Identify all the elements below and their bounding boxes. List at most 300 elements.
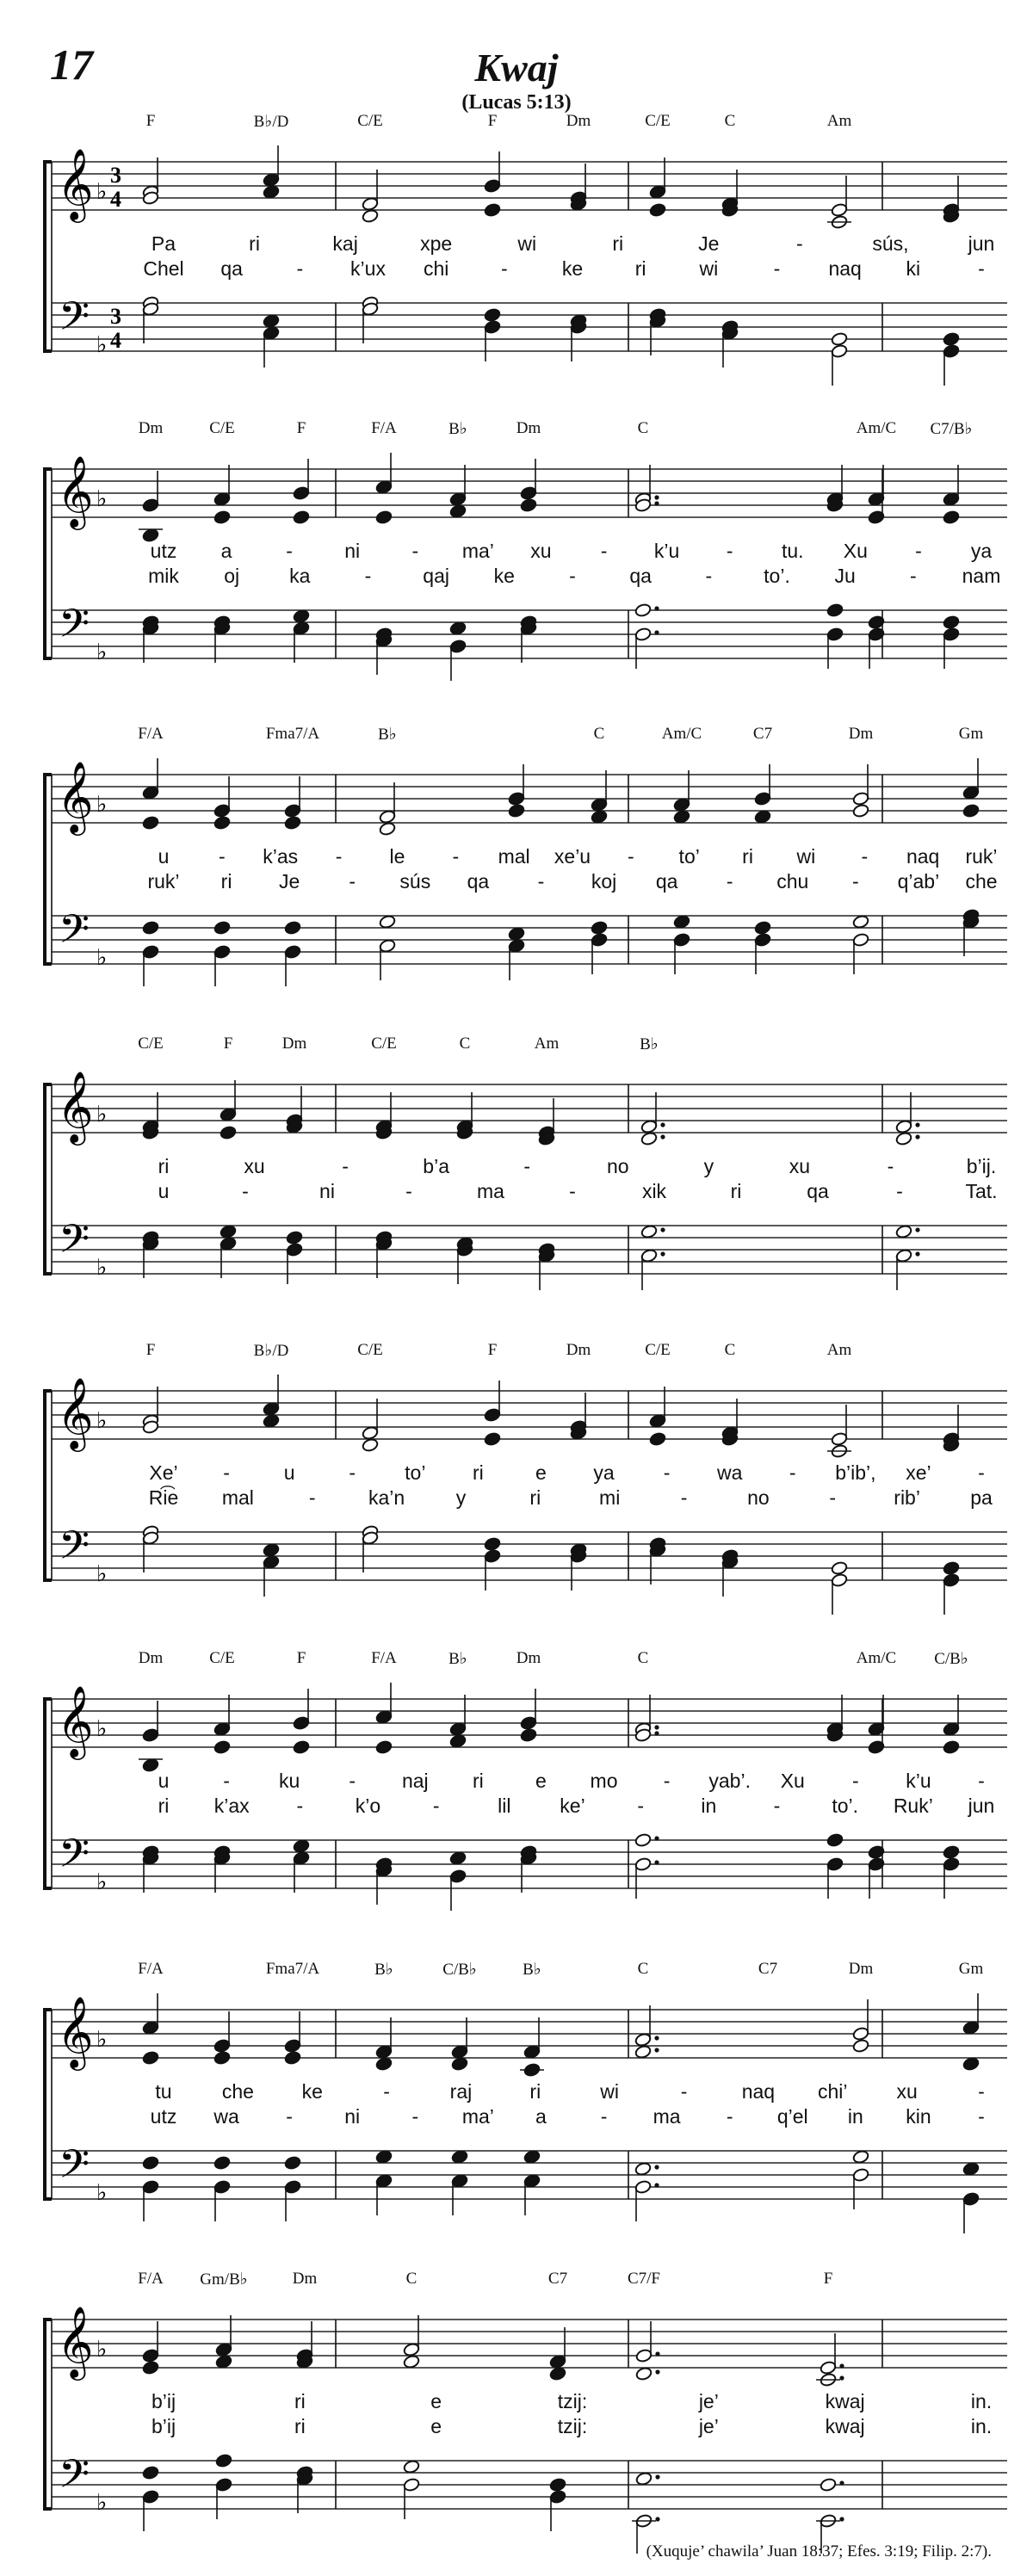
chord-symbol: Am/C	[856, 1649, 897, 1667]
note-head	[213, 510, 231, 524]
note-dot	[915, 1227, 919, 1232]
treble-clef-icon: 𝄞	[57, 454, 94, 527]
note-head	[640, 1119, 658, 1134]
lyric-verse-1: Xu	[843, 540, 868, 562]
chord-symbol: C	[724, 1341, 736, 1359]
note-head	[852, 2026, 869, 2041]
lyric-verse-2: Ri͡e	[148, 1486, 179, 1509]
note-head	[820, 2477, 837, 2492]
lyric-verse-2: -	[405, 1180, 412, 1202]
note-head	[375, 1709, 393, 1724]
chord-symbol: C	[637, 1960, 649, 1978]
lyric-verse-2: -	[296, 1795, 304, 1817]
note-head	[943, 1560, 960, 1575]
note-head	[213, 920, 231, 935]
lyric-verse-1: -	[663, 1770, 671, 1792]
lyric-verse-1: -	[726, 540, 733, 562]
lyric-verse-1: kaj	[332, 232, 358, 255]
lyric-verse-1: -	[915, 540, 922, 562]
lyric-verse-2: chu	[776, 870, 809, 893]
lyric-verse-2: koj	[591, 870, 617, 893]
lyric-verse-2: -	[411, 2105, 419, 2128]
note-head	[943, 510, 960, 524]
lyric-verse-1: e	[535, 1770, 547, 1792]
note-head	[943, 331, 960, 346]
system-7	[43, 1960, 1007, 2244]
note-head	[293, 1739, 310, 1754]
lyric-verse-1: xu	[244, 1155, 265, 1177]
chord-symbol: C	[637, 1649, 649, 1667]
note-head	[523, 2173, 541, 2188]
system-3	[43, 725, 1007, 1009]
lyric-verse-2: -	[705, 565, 713, 587]
lyric-verse-1: b’ij.	[966, 1155, 997, 1177]
note-head	[634, 2044, 652, 2059]
chord-symbol: C/E	[357, 112, 383, 130]
note-head	[634, 2032, 652, 2047]
chord-symbol: B♭	[378, 726, 397, 744]
lyric-verse-1: naj	[401, 1770, 429, 1792]
lyric-verse-2: -	[773, 257, 781, 280]
note-head	[263, 1401, 280, 1416]
lyric-verse-2: -	[829, 1486, 837, 1509]
note-head	[673, 797, 690, 812]
chord-symbol: Gm	[958, 725, 984, 743]
note-head	[484, 319, 501, 334]
key-flat-icon: ♭	[96, 2337, 108, 2363]
chord-symbol: F	[223, 1035, 233, 1053]
note-head	[634, 2161, 652, 2176]
lyric-verse-2: mal	[221, 1486, 254, 1509]
note-dot	[660, 1227, 665, 1232]
chord-symbol: Dm	[566, 1341, 591, 1359]
note-head	[635, 2348, 653, 2363]
lyric-verse-2: ri	[730, 1180, 742, 1202]
note-head	[213, 2179, 231, 2194]
key-flat-icon: ♭	[96, 2180, 108, 2206]
chord-symbol: F	[145, 1341, 156, 1359]
note-head	[362, 1425, 379, 1440]
lyric-verse-2: jun	[968, 1795, 995, 1817]
chord-symbol: Dm	[516, 1649, 541, 1667]
system-bracket	[45, 1699, 52, 1888]
chord-symbol: F	[487, 112, 498, 130]
note-head	[403, 2477, 420, 2492]
chord-symbol: C7	[752, 725, 773, 743]
lyric-verse-1: -	[978, 1770, 985, 1792]
note-head	[375, 1739, 393, 1754]
lyric-verse-2: -	[432, 1795, 440, 1817]
lyric-verse-2: qa	[220, 257, 243, 280]
lyric-verse-1: xu	[789, 1155, 811, 1177]
note-head	[508, 926, 525, 941]
key-flat-icon: ♭	[96, 2027, 108, 2053]
note-dot	[839, 2480, 844, 2485]
note-head	[826, 627, 844, 641]
note-head	[820, 2360, 837, 2375]
note-head	[284, 2050, 301, 2065]
lyric-verse-1: e	[430, 2390, 442, 2412]
lyric-verse-1: b’ij	[151, 2390, 176, 2412]
chord-symbol: B♭	[448, 1650, 467, 1668]
key-flat-icon: ♭	[96, 1716, 108, 1742]
note-head	[943, 1572, 960, 1587]
note-dot	[654, 495, 659, 499]
note-head	[520, 1727, 537, 1742]
lyric-verse-2: y	[455, 1486, 467, 1509]
bass-clef-icon: 𝄢	[59, 293, 90, 349]
treble-clef-icon: 𝄞	[57, 2305, 94, 2377]
lyric-verse-1: -	[335, 845, 343, 868]
lyric-verse-1: -	[680, 2080, 688, 2103]
lyric-verse-1: le	[389, 845, 405, 868]
lyric-verse-2: wi	[699, 257, 719, 280]
note-head	[263, 1554, 280, 1569]
lyric-verse-1: yab’.	[708, 1770, 751, 1792]
note-head	[640, 1224, 658, 1239]
note-head	[449, 639, 467, 653]
note-head	[142, 497, 159, 512]
lyric-verse-1: to’	[405, 1461, 426, 1484]
note-head	[831, 343, 848, 358]
chord-symbol: Am/C	[661, 725, 702, 743]
note-head	[362, 208, 379, 223]
note-head	[508, 791, 525, 806]
lyric-verse-1: Xu	[780, 1770, 805, 1792]
time-signature-top: 3	[110, 304, 121, 329]
note-head	[943, 1721, 960, 1736]
note-head	[286, 1242, 303, 1257]
lyric-verse-2: je’	[698, 2415, 719, 2437]
note-head	[826, 1856, 844, 1871]
note-head	[284, 2179, 301, 2194]
lyric-verse-2: Chel	[143, 257, 184, 280]
note-head	[213, 491, 231, 506]
note-head	[634, 602, 652, 617]
note-head	[142, 2050, 159, 2065]
note-head	[754, 920, 771, 935]
note-dot	[915, 1122, 919, 1127]
note-head	[523, 2149, 541, 2164]
treble-clef-icon: 𝄞	[57, 760, 94, 832]
note-head	[220, 1107, 237, 1121]
lyric-verse-2: ri	[220, 870, 232, 893]
chord-symbol: Dm	[566, 112, 591, 130]
lyric-verse-2: sús	[399, 870, 431, 893]
lyric-verse-2: qa	[629, 565, 652, 587]
lyric-verse-1: -	[861, 845, 869, 868]
note-head	[754, 791, 771, 806]
lyric-verse-1: mo	[590, 1770, 618, 1792]
system-bracket	[45, 1084, 52, 1274]
lyric-verse-1: utz	[150, 540, 177, 562]
note-head	[591, 797, 608, 812]
note-head	[142, 815, 159, 830]
lyric-verse-2: kin	[906, 2105, 931, 2128]
chord-symbol: C/E	[357, 1341, 383, 1359]
note-head	[484, 307, 501, 322]
note-head	[215, 2477, 232, 2492]
note-head	[213, 803, 231, 818]
note-head	[831, 1431, 848, 1446]
lyric-verse-2: qa	[655, 870, 678, 893]
note-head	[962, 2056, 980, 2071]
hymn-number: 17	[50, 40, 93, 89]
lyric-verse-2: oj	[224, 565, 240, 587]
note-head	[451, 2044, 468, 2059]
note-head	[943, 627, 960, 641]
chord-symbol: F/A	[138, 725, 164, 743]
lyric-verse-1: -	[796, 232, 803, 255]
lyric-verse-1: -	[628, 845, 634, 868]
lyric-verse-1: y	[703, 1155, 714, 1177]
note-head	[649, 202, 666, 217]
note-dot	[660, 1251, 665, 1256]
lyric-verse-1: e	[535, 1461, 547, 1484]
lyric-verse-2: lil	[498, 1795, 511, 1817]
chord-symbol: Fma7/A	[265, 725, 320, 743]
chord-symbol: C/E	[645, 112, 671, 130]
note-head	[142, 2155, 159, 2170]
note-head	[286, 1230, 303, 1245]
note-head	[284, 803, 301, 818]
lyric-verse-2: -	[600, 2105, 608, 2128]
note-head	[375, 2149, 393, 2164]
lyric-verse-1: wi	[796, 845, 816, 868]
lyric-verse-1: jun	[968, 232, 995, 255]
note-head	[263, 325, 280, 340]
lyric-verse-2: Ruk’	[893, 1795, 933, 1817]
system-bracket	[45, 162, 52, 351]
chord-symbol: C	[724, 112, 736, 130]
note-head	[591, 809, 608, 824]
system-4	[43, 1035, 1007, 1319]
chord-symbol: F	[823, 2270, 833, 2288]
lyric-verse-2: ma	[477, 1180, 504, 1202]
note-head	[379, 821, 396, 836]
note-head	[451, 2149, 468, 2164]
treble-clef-icon: 𝄞	[57, 1684, 94, 1757]
lyric-verse-2: -	[364, 565, 372, 587]
note-head	[220, 1236, 237, 1251]
note-head	[549, 2354, 566, 2369]
lyric-verse-1: k’u	[906, 1770, 931, 1792]
note-dot	[655, 2517, 659, 2521]
chord-symbol: F	[145, 112, 156, 130]
note-head	[213, 2050, 231, 2065]
system-5	[43, 1341, 1007, 1625]
system-bracket	[45, 2320, 52, 2509]
note-head	[213, 2038, 231, 2053]
time-signature-bottom: 4	[110, 328, 121, 353]
chord-symbol: Dm	[138, 419, 164, 437]
key-flat-icon: ♭	[96, 1408, 108, 1434]
system-bracket	[45, 1391, 52, 1580]
chord-symbol: B♭/D	[253, 1342, 289, 1360]
note-head	[549, 2489, 566, 2504]
note-dot	[654, 630, 659, 634]
lyric-verse-2: ni	[344, 2105, 361, 2128]
note-head	[284, 2155, 301, 2170]
note-head	[215, 2453, 232, 2468]
system-8	[43, 2270, 1007, 2554]
bass-clef-icon: 𝄢	[59, 2451, 90, 2507]
lyric-verse-1: xpe	[420, 232, 453, 255]
note-head	[943, 343, 960, 358]
note-head	[640, 1131, 658, 1146]
note-head	[449, 1869, 467, 1883]
note-head	[403, 2342, 420, 2357]
chord-symbol: B♭	[640, 1035, 659, 1053]
note-head	[213, 2155, 231, 2170]
chord-symbol: F/A	[371, 419, 397, 437]
note-head	[831, 1572, 848, 1587]
lyric-verse-2: -	[978, 257, 985, 280]
note-head	[649, 1431, 666, 1446]
lyric-verse-2: k’ax	[213, 1795, 250, 1817]
note-dot	[839, 2375, 844, 2380]
lyric-verse-2: ki	[906, 257, 921, 280]
chord-symbol: F/A	[371, 1649, 397, 1667]
chord-symbol: B♭	[523, 1961, 541, 1979]
note-head	[508, 938, 525, 953]
system-6	[43, 1649, 1007, 1933]
lyric-verse-2: tzij:	[557, 2415, 588, 2437]
lyric-verse-2: mi	[599, 1486, 621, 1509]
note-head	[142, 785, 159, 800]
note-dot	[654, 606, 659, 610]
lyric-verse-1: ni	[344, 540, 361, 562]
lyric-verse-2: q’ab’	[897, 870, 940, 893]
system-2	[43, 419, 1007, 703]
lyric-verse-2: to’.	[832, 1795, 858, 1817]
note-head	[142, 920, 159, 935]
lyric-verse-2: -	[500, 257, 508, 280]
note-head	[943, 615, 960, 629]
lyric-verse-1: -	[789, 1461, 796, 1484]
chord-symbol: Dm	[848, 1960, 874, 1978]
note-head	[640, 1248, 658, 1263]
lyric-verse-1: -	[349, 1770, 356, 1792]
note-head	[263, 1413, 280, 1428]
lyric-verse-2: a	[535, 2105, 547, 2128]
note-head	[673, 809, 690, 824]
chord-symbol: C7/B♭	[930, 420, 973, 438]
lyric-verse-1: -	[342, 1155, 349, 1177]
note-head	[943, 1844, 960, 1859]
chord-symbol: Am	[826, 112, 852, 130]
chord-symbol: C	[459, 1035, 471, 1053]
note-head	[943, 491, 960, 506]
lyric-verse-2: ma’	[461, 2105, 494, 2128]
key-flat-icon: ♭	[96, 639, 108, 665]
lyric-verse-2: ri	[294, 2415, 306, 2437]
lyric-verse-1: ma’	[461, 540, 494, 562]
note-head	[213, 1721, 231, 1736]
lyric-verse-2: -	[308, 1486, 316, 1509]
note-head	[484, 202, 501, 217]
lyric-verse-1: ke	[301, 2080, 323, 2103]
chord-symbol: C/B♭	[934, 1650, 968, 1668]
note-dot	[654, 2165, 659, 2169]
lyric-verse-1: ri	[472, 1770, 484, 1792]
lyric-verse-2: in	[701, 1795, 717, 1817]
treble-clef-icon: 𝄞	[57, 147, 94, 219]
lyric-verse-2: rib’	[894, 1486, 920, 1509]
note-head	[284, 920, 301, 935]
chord-symbol: C/B♭	[442, 1961, 477, 1979]
note-head	[293, 621, 310, 635]
lyric-verse-1: ri	[742, 845, 753, 868]
note-head	[852, 803, 869, 818]
lyric-verse-1: naq	[906, 845, 940, 868]
key-flat-icon: ♭	[96, 1102, 108, 1127]
bass-clef-icon: 𝄢	[59, 1523, 90, 1578]
note-head	[362, 196, 379, 211]
note-head	[943, 1856, 960, 1871]
lyric-verse-1: xu	[530, 540, 552, 562]
chord-symbol: C	[405, 2270, 418, 2288]
note-head	[523, 2044, 541, 2059]
lyric-verse-2: -	[852, 870, 859, 893]
note-dot	[839, 2517, 844, 2521]
note-head	[895, 1224, 912, 1239]
note-head	[451, 2173, 468, 2188]
system-bracket	[45, 469, 52, 658]
key-flat-icon: ♭	[96, 792, 108, 818]
lyric-verse-1: je’	[698, 2390, 719, 2412]
note-head	[263, 172, 280, 187]
note-head	[375, 2044, 393, 2059]
lyric-verse-2: -	[296, 257, 304, 280]
note-head	[484, 1407, 501, 1422]
lyric-verse-2: ke	[493, 565, 515, 587]
note-head	[508, 803, 525, 818]
lyric-verse-1: tu.	[781, 540, 804, 562]
note-head	[831, 202, 848, 217]
key-flat-icon: ♭	[96, 179, 108, 205]
note-head	[649, 1413, 666, 1428]
note-dot	[915, 1134, 919, 1139]
note-head	[451, 2056, 468, 2071]
note-head	[649, 184, 666, 199]
lyric-verse-2: u	[158, 1180, 170, 1202]
lyric-verse-2: -	[286, 2105, 293, 2128]
chord-symbol: C	[637, 419, 649, 437]
lyric-verse-1: ku	[278, 1770, 300, 1792]
note-head	[379, 938, 396, 953]
lyric-verse-1: mal	[498, 845, 530, 868]
note-head	[591, 932, 608, 947]
note-head	[634, 627, 652, 641]
note-head	[635, 2471, 653, 2486]
lyric-verse-1: xu	[896, 2080, 918, 2103]
lyric-verse-1: -	[978, 2080, 985, 2103]
note-head	[449, 1733, 467, 1748]
note-head	[293, 1850, 310, 1865]
chord-symbol: B♭/D	[253, 113, 289, 131]
chord-symbol: F	[296, 1649, 306, 1667]
lyric-verse-2: ruk’	[147, 870, 180, 893]
note-head	[142, 1727, 159, 1742]
chord-symbol: C/E	[138, 1035, 164, 1053]
lyric-verse-1: -	[349, 1461, 356, 1484]
note-head	[826, 1832, 844, 1847]
note-head	[549, 2477, 566, 2492]
note-head	[591, 920, 608, 935]
note-head	[220, 1125, 237, 1140]
lyric-verse-2: -	[537, 870, 545, 893]
